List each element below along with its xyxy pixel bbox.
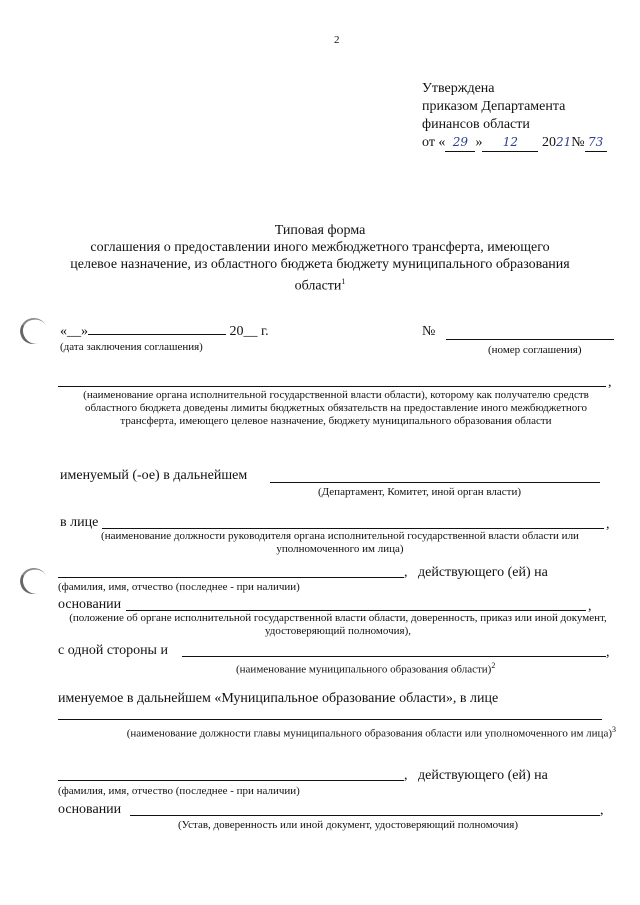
person-position-field[interactable] xyxy=(102,528,604,529)
person-acting: действующего (ей) на xyxy=(418,565,548,580)
municipal-position-field[interactable] xyxy=(58,719,602,720)
title-line1: Типовая форма xyxy=(274,223,366,238)
date-prefix: от « xyxy=(422,135,446,150)
municipal-caption-text: (наименование должности главы муниципального образования области или уполномоченного им лица) xyxy=(126,727,612,740)
approval-number: 73 xyxy=(585,134,607,152)
person-label: в лице xyxy=(60,515,99,530)
title-line3: целевое назначение, из областного бюджета бюджету муниципального образования xyxy=(70,257,570,272)
date-template: «__» xyxy=(60,324,88,339)
comma: , xyxy=(606,645,610,660)
comma: , xyxy=(600,803,604,818)
approval-day: 29 xyxy=(445,134,475,152)
municipal-caption xyxy=(66,723,616,741)
comma: , xyxy=(606,517,610,532)
person-basis-label: основании xyxy=(58,597,122,612)
municipal-basis-caption: (Устав, доверенность или иной документ, удостоверяющий полномочия) xyxy=(178,819,519,831)
punch-hole-icon xyxy=(16,564,50,598)
date-blank xyxy=(88,334,226,335)
number-caption: (номер соглашения) xyxy=(488,344,582,356)
named-caption: (Департамент, Комитет, иной орган власти) xyxy=(318,486,522,498)
number-prefix: № xyxy=(571,135,585,150)
other-side-caption-text: (наименование муниципального образования области) xyxy=(236,663,492,676)
date-caption: (дата заключения соглашения) xyxy=(60,341,203,353)
municipal-fio-field[interactable] xyxy=(58,780,404,781)
other-side-caption xyxy=(236,659,495,677)
organ-caption: (наименование органа исполнительной государственной власти области), которому как получателю средств областного бюджета доведены лимиты бюджетных обязательств на предоставление иного межбюджетного трансферта, имеющего целевое назначение, бюджету муниципального образования области xyxy=(83,389,589,427)
agreement-number-field[interactable] xyxy=(446,339,614,340)
year-template: 20__ г. xyxy=(229,324,269,339)
approval-year-suffix: 21 xyxy=(555,135,572,149)
municipal-acting: действующего (ей) на xyxy=(418,768,548,783)
comma: , xyxy=(404,768,408,783)
comma: , xyxy=(588,599,592,614)
approval-line3: финансов области xyxy=(422,117,530,132)
page-number: 2 xyxy=(334,34,340,46)
punch-hole-icon xyxy=(16,314,50,348)
municipal-label: именуемое в дальнейшем «Муниципальное образование области», в лице xyxy=(58,691,499,706)
municipality-name-field[interactable] xyxy=(182,656,606,657)
title-line4-text: области xyxy=(294,278,342,294)
person-fio-caption: (фамилия, имя, отчество (последнее - при наличии) xyxy=(58,581,300,593)
date-mid: » xyxy=(475,135,483,150)
title-line4 xyxy=(40,273,600,295)
comma: , xyxy=(404,565,408,580)
municipal-basis-label: основании xyxy=(58,802,122,817)
comma: , xyxy=(608,375,612,390)
agreement-date-field[interactable] xyxy=(60,323,269,340)
municipal-basis-field[interactable] xyxy=(130,815,600,816)
person-basis-field[interactable] xyxy=(126,610,586,611)
footnote-2: 2 xyxy=(491,661,496,670)
footnote-1: 1 xyxy=(341,277,346,286)
number-sign: № xyxy=(422,324,436,339)
approval-month: 12 xyxy=(482,134,538,152)
other-side-label: с одной стороны и xyxy=(58,643,168,658)
organ-name-field[interactable] xyxy=(58,386,606,387)
year-prefix: 20 xyxy=(541,135,556,150)
person-caption: (наименование должности руководителя органа исполнительной государственной власти области или уполномоченного им лица) xyxy=(101,530,579,555)
approval-date-line xyxy=(422,134,607,152)
municipal-fio-caption: (фамилия, имя, отчество (последнее - при наличии) xyxy=(58,785,300,797)
person-fio-field[interactable] xyxy=(58,577,404,578)
person-basis-caption: (положение об органе исполнительной государственной власти области, доверенность, приказ или иной документ, удостоверяющий полномочия), xyxy=(69,612,607,637)
named-field[interactable] xyxy=(270,482,600,483)
footnote-3: 3 xyxy=(612,725,616,734)
title-line2: соглашения о предоставлении иного межбюджетного трансферта, имеющего xyxy=(90,240,550,255)
approval-line1: Утверждена xyxy=(422,81,495,96)
named-label: именуемый (-ое) в дальнейшем xyxy=(60,468,248,483)
doc-title xyxy=(40,222,600,295)
approval-line2: приказом Департамента xyxy=(422,99,566,114)
